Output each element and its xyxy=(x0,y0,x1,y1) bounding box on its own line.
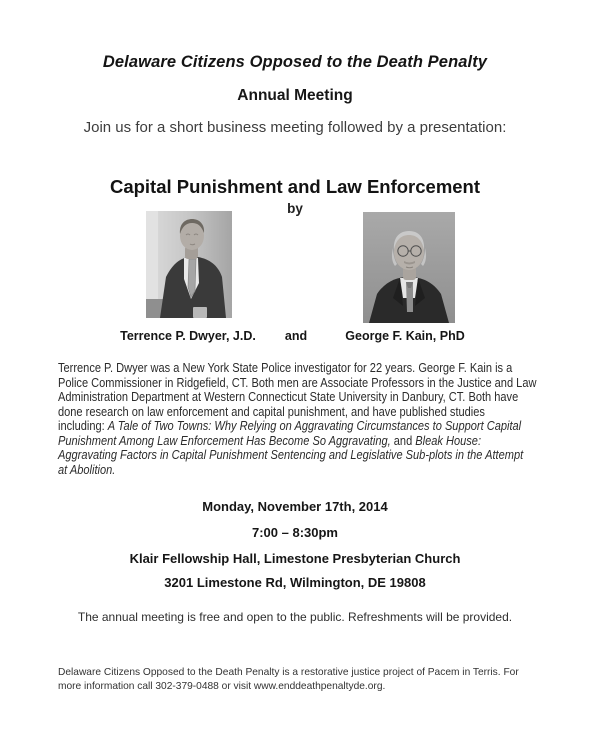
portrait-man-with-glasses-icon xyxy=(363,212,455,323)
presentation-title: Capital Punishment and Law Enforcement xyxy=(109,176,481,197)
bio-line xyxy=(58,390,534,405)
event-time: 7:00 – 8:30pm xyxy=(252,525,338,540)
event-address: 3201 Limestone Rd, Wilmington, DE 19808 xyxy=(164,575,426,590)
speaker-right-name: George F. Kain, PhD xyxy=(345,329,465,343)
meeting-title: Annual Meeting xyxy=(237,87,353,104)
bio-publication-title: at Abolition. xyxy=(58,461,116,477)
photo-terrence-dwyer xyxy=(146,211,232,318)
speaker-bio-paragraph xyxy=(58,360,537,477)
footer-note: Delaware Citizens Opposed to the Death Penalty is a restorative justice project of Pacem in Terris. For more information call 302-379-0488 or visit www.enddeathpenaltyde.org. xyxy=(58,667,519,692)
bio-text: Administration Department at Western Connecticut State University in Danbury, CT. Both have xyxy=(58,389,519,404)
bio-publication-title: Bleak House: xyxy=(415,432,482,448)
bio-text: Terrence P. Dwyer was a New York State Police investigator for 22 years. George F. Kain is a xyxy=(58,360,513,375)
speaker-left-name: Terrence P. Dwyer, J.D. xyxy=(120,329,256,343)
bio-publication-title: Punishment Among Law Enforcement Has Become So Aggravating, xyxy=(58,432,391,448)
bio-text: done research on law enforcement and capital punishment, and have published studies xyxy=(58,403,485,419)
bio-line xyxy=(58,405,534,420)
bio-text: and xyxy=(390,432,416,448)
event-venue: Klair Fellowship Hall, Limestone Presbyterian Church xyxy=(129,551,461,566)
bio-text: including: xyxy=(58,418,108,433)
portrait-man-in-suit-icon xyxy=(146,211,232,318)
by-label: by xyxy=(287,201,303,216)
bio-publication-title: A Tale of Two Towns: Why Relying on Aggravating Circumstances to Support Capital xyxy=(107,418,522,433)
speaker-separator-label: and xyxy=(284,329,308,343)
bio-publication-title: Aggravating Factors in Capital Punishment Sentencing and Legislative Sub-plots in the Attempt xyxy=(58,447,524,462)
invite-line: Join us for a short business meeting followed by a presentation: xyxy=(83,119,507,136)
org-title: Delaware Citizens Opposed to the Death Penalty xyxy=(102,53,488,71)
bio-line xyxy=(58,374,537,391)
event-date: Monday, November 17th, 2014 xyxy=(202,499,388,514)
admission-note: The annual meeting is free and open to the public. Refreshments will be provided. xyxy=(77,610,513,624)
bio-line xyxy=(58,361,534,376)
bio-line xyxy=(58,434,534,449)
photo-george-kain xyxy=(363,212,455,323)
bio-line xyxy=(58,448,534,463)
bio-line xyxy=(58,463,534,478)
bio-text: Police Commissioner in Ridgefield, CT. Both men are Associate Professors in the Justice and Law xyxy=(58,374,537,390)
bio-line xyxy=(58,419,534,434)
